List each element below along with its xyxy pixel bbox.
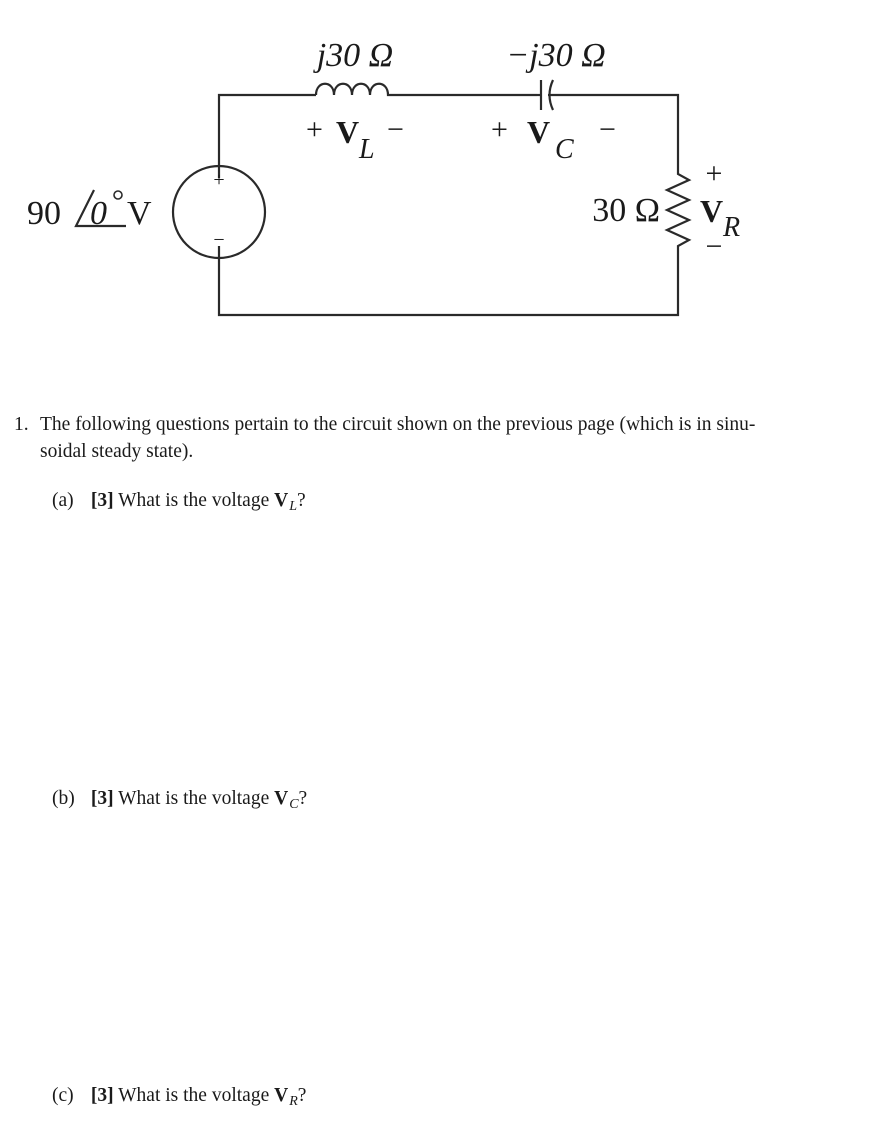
- vl-subscript: L: [359, 134, 375, 165]
- wire-left-top: [219, 95, 316, 178]
- source-magnitude: 90: [27, 195, 61, 232]
- wire-right-bottom: [219, 246, 678, 315]
- part-question-mark: ?: [297, 1085, 307, 1106]
- capacitor-icon: [537, 80, 553, 110]
- part-question-mark: ?: [297, 490, 306, 511]
- vc-minus: −: [599, 113, 616, 146]
- vr-subscript: R: [723, 212, 741, 243]
- part-label: (b): [52, 788, 75, 809]
- source-unit: V: [127, 195, 152, 232]
- vr-minus: −: [705, 230, 723, 263]
- question-intro-line1: The following questions pertain to the circuit shown on the previous page (which is in sinu-: [40, 414, 756, 435]
- part-text: What is the voltage: [118, 1085, 275, 1106]
- vr-symbol: V: [700, 193, 724, 229]
- question-part-b: [52, 786, 307, 818]
- part-points: [3]: [90, 490, 114, 511]
- degree-icon: [114, 191, 122, 199]
- part-voltage-symbol: V: [274, 490, 289, 511]
- resistor-impedance-label: 30 Ω: [592, 192, 660, 229]
- source-angle: 0: [90, 195, 107, 232]
- vc-symbol: V: [527, 114, 551, 150]
- vc-plus: +: [491, 113, 508, 146]
- vl-plus: +: [306, 113, 323, 146]
- part-voltage-subscript: C: [289, 797, 299, 812]
- source-plus-sign: +: [213, 169, 225, 191]
- part-points: [3]: [90, 788, 114, 809]
- part-label: (c): [52, 1085, 74, 1106]
- vc-subscript: C: [555, 134, 574, 165]
- part-voltage-symbol: V: [274, 788, 289, 809]
- resistor-icon: [667, 164, 689, 256]
- question-intro: [14, 411, 854, 465]
- question-part-a: [52, 488, 306, 520]
- vl-symbol: V: [336, 114, 360, 150]
- part-voltage-subscript: R: [289, 1094, 298, 1109]
- source-minus-sign: −: [213, 229, 225, 251]
- part-text: What is the voltage: [118, 490, 275, 511]
- capacitor-impedance-label: −j30 Ω: [506, 37, 606, 74]
- source-phasor-label: [27, 190, 152, 232]
- inductor-impedance-label: j30 Ω: [316, 37, 394, 74]
- question-intro-line2: soidal steady state).: [40, 441, 194, 462]
- part-points: [3]: [90, 1085, 114, 1106]
- vr-plus: +: [705, 157, 723, 190]
- question-number: 1.: [14, 414, 29, 435]
- part-text: What is the voltage: [118, 788, 275, 809]
- part-voltage-subscript: L: [289, 499, 297, 514]
- circuit-diagram: [0, 0, 876, 340]
- inductor-icon: [316, 84, 394, 95]
- vl-minus: −: [387, 113, 404, 146]
- part-label: (a): [52, 490, 74, 511]
- part-question-mark: ?: [298, 788, 308, 809]
- part-voltage-symbol: V: [274, 1085, 289, 1106]
- question-part-c: [52, 1083, 306, 1115]
